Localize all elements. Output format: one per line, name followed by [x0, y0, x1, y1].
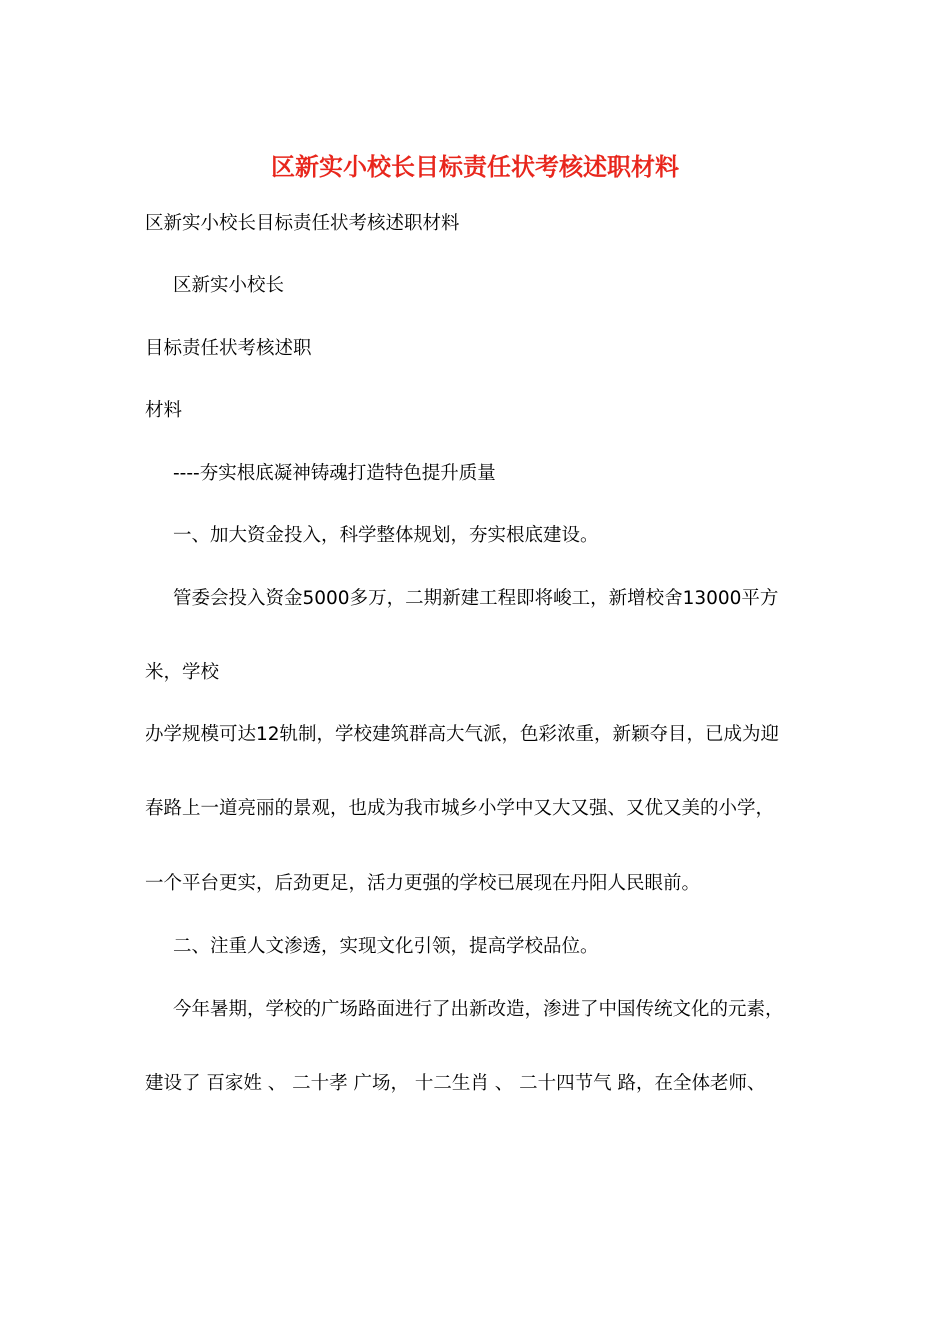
paragraph-line-5: ----夯实根底凝神铸魂打造特色提升质量 [173, 463, 496, 484]
paragraph-line-2: 区新实小校长 [173, 275, 285, 296]
paragraph-line-1: 区新实小校长目标责任状考核述职材料 [145, 213, 460, 234]
paragraph-line-11: 一个平台更实，后劲更足，活力更强的学校已展现在丹阳人民眼前。 [145, 873, 701, 894]
paragraph-line-9: 办学规模可达12轨制，学校建筑群高大气派，色彩浓重，新颖夺目，已成为迎 [145, 724, 780, 745]
paragraph-line-3: 目标责任状考核述职 [145, 338, 312, 359]
paragraph-line-7: 管委会投入资金5000多万，二期新建工程即将峻工，新增校舍13000平方 [173, 588, 779, 609]
document-title: 区新实小校长目标责任状考核述职材料 [271, 152, 679, 181]
section-heading-2: 二、注重人文渗透，实现文化引领，提高学校品位。 [173, 936, 599, 957]
paragraph-line-10: 春路上一道亮丽的景观，也成为我市城乡小学中又大又强、又优又美的小学， [145, 798, 775, 819]
paragraph-line-13: 今年暑期，学校的广场路面进行了出新改造，渗进了中国传统文化的元素， [173, 999, 784, 1020]
section-heading-1: 一、加大资金投入，科学整体规划，夯实根底建设。 [173, 525, 599, 546]
paragraph-line-14: 建设了 百家姓 、 二十孝 广场， 十二生肖 、 二十四节气 路，在全体老师、 [145, 1073, 766, 1094]
paragraph-line-8: 米，学校 [145, 662, 220, 683]
paragraph-line-4: 材料 [145, 400, 183, 421]
